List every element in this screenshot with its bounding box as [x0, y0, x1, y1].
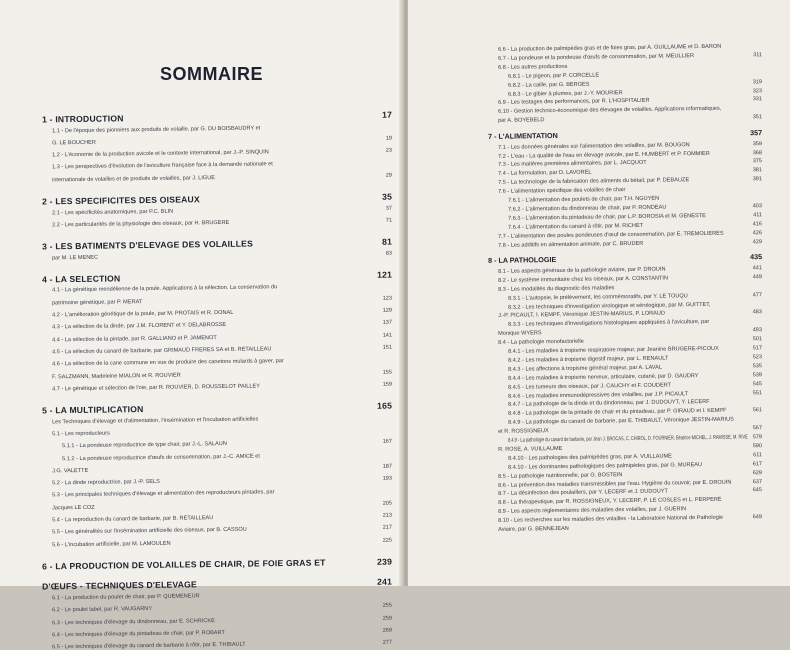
toc-entry-label: 6.7 - La pondeuse et la pondeuse d'œufs de consommation, par M. MEULLIER	[498, 52, 695, 62]
toc-entry-label: 6.9 - Les testages des performances, par R. L'HOSPITALIER	[498, 98, 650, 107]
toc-entry-page: 551	[752, 389, 763, 396]
toc-entry-page: 19	[385, 135, 393, 142]
toc-entry-label: 8.2 - Le système immunitaire chez les oiseaux, par A. CONSTANTIN	[498, 275, 669, 284]
toc-entry-label: Monique WYERS	[498, 330, 542, 338]
toc-entry-page: 167	[382, 438, 393, 446]
toc-entry	[498, 167, 763, 178]
toc-entry	[52, 500, 393, 512]
toc-entry-label: 7.7 - L'alimentation des poules pondeuses d'œuf de consommation, par E. TREMOLIERES	[498, 230, 724, 240]
toc-entry	[52, 414, 392, 425]
toc-entry	[508, 363, 763, 373]
toc-entry-label: 1 - INTRODUCTION	[42, 113, 124, 125]
toc-entry	[62, 451, 392, 462]
toc-entry	[498, 105, 762, 116]
toc-entry-label: 6.1 - La production du poulet de chair, par P. QUEMENEUR	[52, 593, 200, 602]
toc-entry-page: 151	[382, 344, 393, 351]
toc-entry-page: 205	[382, 500, 393, 507]
toc-entry-label: 6.8.3 - Le gibier à plumes, par J.-Y. MOURIER	[508, 89, 623, 98]
toc-entry-label: 7.8 - Les additifs en alimentation animale, par C. BRUDER	[498, 240, 644, 249]
toc-entry-label: 5.2 - La dinde reproductrice, par J.-P. SELS	[52, 478, 160, 487]
toc-entry-page: 351	[752, 114, 763, 121]
toc-entry-page: 141	[382, 332, 393, 339]
toc-entry-label: 2 - LES SPECIFICITES DES OISEAUX	[42, 194, 200, 207]
toc-entry-label: 8.4.10 - Les pathologies des palmipèdes gras, par A. VUILLAUME	[508, 453, 672, 462]
toc-entry	[508, 319, 762, 329]
toc-entry	[52, 639, 393, 650]
toc-entry-label: 8.6 - La prévention des maladies transmissibles par l'eau. Hygiène du couvoir, par E. DROUIN	[498, 479, 732, 489]
toc-entry	[52, 217, 393, 229]
toc-entry-label: 6.8.2 - La caille, par G. BERGES	[508, 81, 590, 89]
toc-entry	[42, 236, 393, 252]
toc-entry	[52, 427, 392, 438]
toc-entry	[508, 460, 763, 471]
toc-entry-label: G. LE BOUCHER	[52, 139, 96, 147]
toc-entry-label: 8.1 - Les aspects généraux de la pathologie aviaire, par P. DROUIN	[498, 266, 666, 275]
toc-entry	[498, 114, 763, 125]
toc-entry-page: 311	[753, 52, 763, 59]
toc-entry-page: 359	[752, 140, 763, 147]
toc-entry-page: 561	[752, 407, 763, 414]
toc-entry-label: 7.6.3 - L'alimentation du pintadeau de chair, par L.P. BOROSIA et M. GENESTE	[508, 212, 706, 222]
toc-entry-label: 7.3 - Les matières premières alimentaires, par L. JACQUOT	[498, 160, 647, 169]
toc-entry-label: J.G. VALETTE	[52, 467, 89, 475]
toc-entry	[52, 332, 393, 343]
toc-entry-label: 6.3 - Les techniques d'élevage du dindonneau, par E. SCHRICKE	[52, 617, 215, 626]
toc-entry-label: Jacques LE COZ	[52, 504, 95, 512]
toc-entry-label: par M. LE MENEC	[52, 254, 99, 261]
toc-entry-page: 435	[749, 252, 763, 262]
right-page	[408, 0, 790, 586]
toc-entry	[498, 425, 763, 435]
toc-entry-page: 319	[752, 78, 763, 85]
toc-entry	[52, 602, 393, 614]
toc-entry	[498, 176, 763, 187]
toc-entry-label: 8.4.2 - Les maladies à tropisme digestif majeur, par L. RENAULT	[508, 355, 669, 364]
toc-entry	[52, 250, 393, 261]
toc-entry-page: 35	[382, 191, 393, 202]
toc-entry-label: D'ŒUFS - TECHNIQUES D'ELEVAGE	[42, 579, 198, 592]
toc-entry-label: par A. BOYEBELD	[498, 117, 545, 125]
toc-entry	[52, 357, 392, 368]
toc-entry-page: 331	[752, 96, 763, 103]
toc-entry	[52, 627, 393, 639]
toc-entry-page: 269	[382, 627, 393, 634]
toc-entry	[508, 371, 763, 382]
toc-entry-page: 441	[752, 265, 763, 272]
toc-entry-page: 83	[385, 250, 393, 257]
toc-entry-page: 37	[385, 205, 393, 212]
toc-entry-label: 8.10 - Les recherches sur les maladies des volailles - la Laboratoire National de Pathologie	[498, 514, 724, 524]
toc-entry-label: 5.6 - L'incubation artificielle, par M. LAMOULEN	[52, 540, 171, 548]
toc-entry-label: internationale de volailles et de produits de volailles, par J. LIGUE	[52, 174, 216, 184]
toc-entry-label: 8.3.3 - Les techniques d'investigations histologiques appliquées à l'aviculture, par	[508, 319, 710, 329]
toc-entry-label: 4.2 - L'amélioration génétique de la poule, par M. PROTAIS et R. DONAL	[52, 309, 234, 319]
toc-entry	[508, 345, 763, 355]
toc-entry-page: 23	[385, 147, 393, 154]
toc-entry	[508, 203, 763, 213]
toc-entry-label: 7.5 - La technologie de la fabrication des aliments du bétail, par P. DEBAUZE	[498, 177, 690, 187]
toc-entry-label: 8.3.1 - L'autopsie, le prélèvement, les commémoratifs, par Y. LE TOUQU	[508, 292, 688, 302]
toc-entry	[498, 273, 763, 284]
toc-entry	[52, 295, 393, 307]
toc-entry-label: R. ROSE, A. VUILLAUME	[498, 445, 563, 453]
toc-entry-label: 5.1.1 - La pondeuse reproductrice de type chair, par J.-L. SALAUN	[62, 441, 227, 450]
toc-entry-label: 8.4.9 - La pathologie du canard de barbarie, par E. THIBAULT, Véronique JESTIN-MARIUS	[508, 416, 734, 426]
toc-entry-label: 5 - LA MULTIPLICATION	[42, 404, 144, 416]
toc-entry	[52, 463, 393, 475]
toc-entry-page: 449	[752, 273, 763, 281]
toc-entry-page: 277	[382, 639, 393, 646]
toc-entry	[42, 109, 393, 125]
toc-entry-label: 4.5 - La sélection du canard de barbarie, par GRIMAUD FRERES SA et B. RETAILLEAU	[52, 346, 272, 356]
toc-entry	[498, 496, 762, 507]
toc-entry-page: 121	[377, 269, 393, 280]
toc-entry	[498, 443, 763, 453]
toc-entry-label: 6.2 - Le poulet label, par R. VAUGARNY	[52, 606, 153, 614]
toc-entry-label: 6.5 - Les techniques d'élevage du canard de barbarie à rôtir, par E. THIBAULT	[52, 641, 246, 650]
toc-entry-page: 483	[752, 309, 763, 316]
toc-entry-page: 213	[382, 512, 393, 519]
toc-entry	[508, 354, 763, 364]
toc-entry-page: 241	[377, 576, 393, 588]
toc-entry-label: 8.4.7 - La pathologie de la dinde et du dindonneau, par J. DUDOUYT, Y. LECERF	[508, 399, 710, 409]
toc-entry	[508, 78, 763, 89]
toc-entry	[498, 327, 763, 338]
toc-entry-label: 4.1 - La génétique mendélienne de la poule. Applications à la sélection. La conservation du	[52, 284, 278, 294]
toc-entry-page: 255	[382, 602, 393, 609]
toc-entry-page: 617	[752, 460, 763, 468]
toc-entry-label: 6.8.1 - Le pigeon, par P. CORCELLE	[508, 72, 600, 80]
toc-entry-label: 8.5 - La pathologie nutritionnelle, par G. BOSTEIN	[498, 471, 623, 480]
toc-entry	[498, 514, 763, 524]
toc-entry	[52, 381, 393, 393]
toc-entry-page: 259	[382, 615, 393, 622]
toc-entry	[498, 283, 762, 293]
toc-entry-label: 8.4 - La pathologie monofactorielle	[498, 338, 584, 346]
toc-entry	[42, 556, 393, 572]
toc-entry-label: 1.2 - L'économie de la production avicole et le contexte international, par J.-P. SINQUIN	[52, 149, 269, 159]
toc-entry-label: 8.4.5 - Les tumeurs des oiseaux, par J. CAUCHY et F. COUDERT	[508, 382, 672, 391]
toc-entry-label: 7.4 - La formulation, par D. LAVOREL	[498, 169, 592, 178]
toc-entry-label: 6.10 - Gestion technico-économique des élevages de volailles. Applications informatiques,	[498, 106, 722, 116]
toc-entry-page: 323	[752, 87, 763, 94]
toc-entry	[42, 400, 393, 416]
toc-entry-page: 523	[752, 354, 763, 361]
toc-entry	[508, 416, 762, 426]
toc-entry-label: 7.6.4 - L'alimentation du canard à rôtir, par M. RICHET	[508, 222, 644, 231]
toc-entry-page: 590	[752, 443, 763, 450]
toc-entry-page: 629	[752, 469, 763, 476]
toc-entry-label: 8.3.2 - Les techniques d'investigation virologique et sérologique, par M. GUITTET,	[508, 301, 711, 311]
toc-entry	[508, 301, 762, 311]
toc-entry	[508, 212, 763, 222]
toc-entry-label: Aviaire, par G. BENNEJEAN	[498, 525, 569, 533]
toc-entry-label: 2.1 - Les spécificités anatomiques, par P.C. BLIN	[52, 208, 174, 216]
toc-entry-page: 429	[752, 238, 763, 245]
toc-entry-label: 5.4 - La reproduction du canard de barbarie, par B. RETAILLEAU	[52, 515, 214, 524]
toc-entry	[42, 269, 393, 285]
toc-entry-label: 8.4.3 - Les affections à tropisme général majeur, par A. LAVAL	[508, 364, 663, 373]
toc-entry-label: 5.1 - Les reproducteurs	[52, 430, 110, 438]
toc-entry-page: 155	[382, 369, 393, 376]
toc-entry	[498, 140, 763, 151]
toc-entry-page: 193	[382, 475, 393, 482]
toc-entry-page: 17	[382, 109, 393, 120]
toc-entry-page: 375	[752, 158, 763, 165]
toc-entry-page: 368	[752, 149, 763, 156]
toc-entry-label: 8 - LA PATHOLOGIE	[487, 255, 557, 266]
toc-entry-label: F. SALZMANN, Madeleine MIALON et R. ROUVIER	[52, 372, 181, 380]
toc-entry-page: 645	[752, 487, 763, 494]
toc-entry-label: 1.1 - De l'époque des pionniers aux produits de volaille, par G. DU BOISBAUDRY et	[52, 124, 261, 134]
toc-entry-label: 6.8 - Les autres productions	[498, 63, 568, 71]
toc-entry-label: 4.7 - Le génétique et sélection de l'oie, par R. ROUVIER, D. ROUSSELOT PAILLEY	[52, 383, 261, 393]
toc-entry	[508, 380, 763, 391]
toc-entry	[52, 147, 393, 159]
toc-entry-page: 567	[752, 425, 763, 432]
toc-entry-page: 493	[752, 327, 763, 334]
toc-entry	[498, 523, 762, 533]
toc-entry-label: 5.1.2 - La pondeuse reproductrice d'œufs de consommation, par J.-C. AMICE et	[62, 453, 260, 462]
toc-entry-page: 81	[382, 236, 393, 247]
toc-entry	[508, 194, 762, 204]
toc-entry	[508, 452, 763, 462]
toc-entry	[498, 505, 762, 516]
toc-entry-page: 535	[752, 363, 763, 370]
toc-entry	[487, 128, 763, 142]
toc-entry	[42, 191, 393, 207]
toc-entry	[52, 615, 393, 626]
toc-entry-label: 8.9 - Les aspects réglementaires des maladies des volailles, par J. GUERIN	[498, 506, 687, 516]
toc-entry	[498, 265, 763, 275]
toc-entry	[52, 160, 392, 171]
toc-entry-page: 611	[753, 452, 763, 459]
toc-entry	[52, 591, 392, 602]
toc-entry	[498, 43, 762, 53]
toc-entry-page: 545	[752, 380, 763, 387]
toc-entry	[52, 123, 392, 134]
toc-entry-page: 637	[752, 478, 763, 485]
toc-entry-label: 8.7 - La désinfection des poulaillers, par Y. LECERF et J. DUDOUYT	[498, 488, 668, 498]
toc-entry-page: 477	[752, 291, 763, 298]
toc-entry-label: et R. ROSSIGNEUX	[498, 428, 549, 435]
toc-entry-page: 159	[382, 381, 393, 388]
toc-entry-label: 8.4.4 - Les maladies à tropisme nerveux, articulaire, cutané, par D. GAUDRY	[508, 372, 699, 382]
toc-entry-label: 8.4.8 - La pathologie de la pintade de chair et du pintadeau, par P. GIRAUD et I. KEMPF	[508, 408, 727, 418]
toc-entry-label: 7 - L'ALIMENTATION	[487, 131, 558, 142]
toc-entry	[508, 87, 763, 98]
toc-entry-page: 416	[752, 220, 763, 228]
toc-entry	[52, 319, 393, 331]
toc-entry-page: 357	[749, 128, 763, 138]
toc-entry	[52, 475, 393, 487]
toc-entry-page: 225	[382, 537, 393, 544]
toc-entry	[52, 283, 392, 294]
toc-entry-label: 2.2 - Les particularités de la physiologie des oiseaux, par H. BRUGERE	[52, 219, 230, 229]
toc-entry-label: 4.3 - La sélection de la dinde, par J.M. FLORENT et Y. DELABROSSE	[52, 322, 227, 331]
toc-entry	[508, 291, 763, 302]
toc-entry	[52, 344, 393, 356]
toc-entry-label: patrimoine génétique, par P. MERAT	[52, 298, 143, 307]
toc-entry-label: 7.6.2 - L'alimentation du dindonneau de chair, par P. RONDEAU	[508, 204, 667, 213]
toc-entry-label: 7.6 - L'alimentation spécifique des volailles de chair	[498, 187, 626, 195]
toc-entry-label: 6.4 - Les techniques d'élevage du pintadeau de chair, par P. ROBART	[52, 629, 225, 639]
toc-entry-label: 3 - LES BATIMENTS D'ELEVAGE DES VOLAILLES	[42, 238, 254, 252]
toc-entry-page: 539	[752, 371, 763, 379]
toc-entry-page: 71	[385, 217, 393, 224]
toc-entry-label: 8.4.10 - Les dominantes pathologiques des palmipèdes gras, par G. MUREAU	[508, 461, 703, 471]
toc-entry	[508, 70, 762, 80]
toc-entry-label: 4 - LA SELECTION	[42, 273, 121, 285]
toc-entry-label: Les Techniques d'élevage et d'alimentation, l'insémination et l'incubation artificielles	[52, 416, 259, 425]
toc-entry	[508, 407, 763, 418]
toc-entry	[498, 336, 763, 346]
toc-entry-page: 403	[752, 203, 763, 210]
toc-entry	[508, 389, 763, 400]
toc-entry-label: 8.3 - Les modalités du diagnostic des maladies	[498, 284, 615, 293]
toc-entry	[52, 488, 392, 499]
toc-entry-page: 381	[752, 167, 763, 174]
toc-entry-label: 1.3 - Les perspectives d'évolution de l'aviculture française face à la demande nationale et	[52, 161, 273, 171]
toc-entry	[52, 369, 393, 380]
toc-entry-label: 4.6 - La sélection de la cane commune en vue de produire des canetons mulards à gaver, par	[52, 358, 284, 368]
toc-entry-label: 8.4.6 - Les maladies immunodépressives des volailles, par J.P. PICAULT	[508, 390, 689, 400]
toc-entry-label: 8.4.1 - Les maladies à tropisme respiratoire majeur, par Jeanine BRUGERE-PICOUX	[508, 345, 719, 355]
toc-entry-label: 7.1 - Les données générales sur l'alimentation des volailles, par M. BOUGON	[498, 141, 690, 151]
toc-entry	[42, 576, 393, 592]
toc-entry	[52, 512, 393, 524]
toc-entry-page: 411	[753, 212, 763, 219]
toc-entry	[508, 220, 763, 231]
toc-entry-page: 217	[382, 524, 393, 532]
toc-entry-page: 501	[752, 336, 763, 343]
toc-entry	[498, 52, 763, 62]
toc-entry	[508, 434, 763, 444]
toc-entry-page: 426	[752, 229, 763, 236]
toc-entry-page: 579	[752, 434, 763, 441]
toc-entry-label: 6.6 - La production de palmipèdes gras et de foies gras, par A. GUILLAUME et D. BARON	[498, 43, 722, 53]
toc-entry-label: 7.2 - L'eau - La qualité de l'eau en élevage avicole, par E. HUMBERT et P. FOMMIER	[498, 150, 710, 160]
toc-entry-page: 29	[385, 172, 393, 179]
toc-entry	[52, 172, 393, 184]
page-title: SOMMAIRE	[160, 64, 263, 84]
toc-entry	[52, 307, 393, 319]
toc-entry-page: 129	[382, 307, 393, 314]
toc-entry-label: 7.6.1 - L'alimentation des poulets de chair, par T.H. NGUYEN	[508, 195, 660, 204]
toc-entry	[52, 135, 393, 147]
toc-entry-label: 4.4 - La sélection de la pintade, par R. GALLIANO et P. JAMENOT	[52, 334, 217, 343]
toc-entry	[52, 524, 393, 536]
toc-entry-page: 391	[752, 176, 763, 183]
toc-entry-page: 517	[752, 345, 763, 352]
toc-entry	[498, 61, 762, 71]
toc-entry-page: 165	[377, 400, 393, 411]
toc-entry-page: 239	[377, 556, 393, 567]
toc-entry-page: 137	[382, 319, 393, 327]
toc-entry	[487, 252, 763, 266]
toc-entry-label: 5.3 - Les principales techniques d'élevage et alimentation des reproducteurs pintades, par	[52, 489, 275, 499]
toc-entry-label: 6 - LA PRODUCTION DE VOLAILLES DE CHAIR, DE FOIE GRAS ET	[42, 557, 326, 572]
toc-entry-label: J.-P. PICAULT, I. KEMPF, Véronique JESTIN-MARIUS, P. LORAUD	[498, 310, 666, 320]
toc-entry	[52, 537, 393, 548]
toc-entry-page: 123	[382, 295, 393, 302]
toc-entry	[52, 205, 393, 216]
toc-entry-label: 8.8 - La thérapeutique, par R. ROSSIGNEUX, Y. LECERF, P. LE COSLES et L. PERPERE	[498, 497, 722, 507]
toc-entry-page: 187	[382, 463, 393, 470]
toc-entry-page: 649	[752, 514, 763, 521]
toc-entry	[62, 438, 393, 450]
toc-entry-label: 5.5 - Les généralités sur l'insémination artificielle des oiseaux, par B. CASSOU	[52, 526, 247, 536]
toc-entry	[498, 185, 762, 195]
toc-entry-label: 8.4.9 - La pathologie du canard de barbarie, par Jean J. BROCAS, C. CHIROL, D. FOURNIER, Béatrice MICHEL, J. RAMISSE, M. RIVE	[508, 434, 748, 444]
